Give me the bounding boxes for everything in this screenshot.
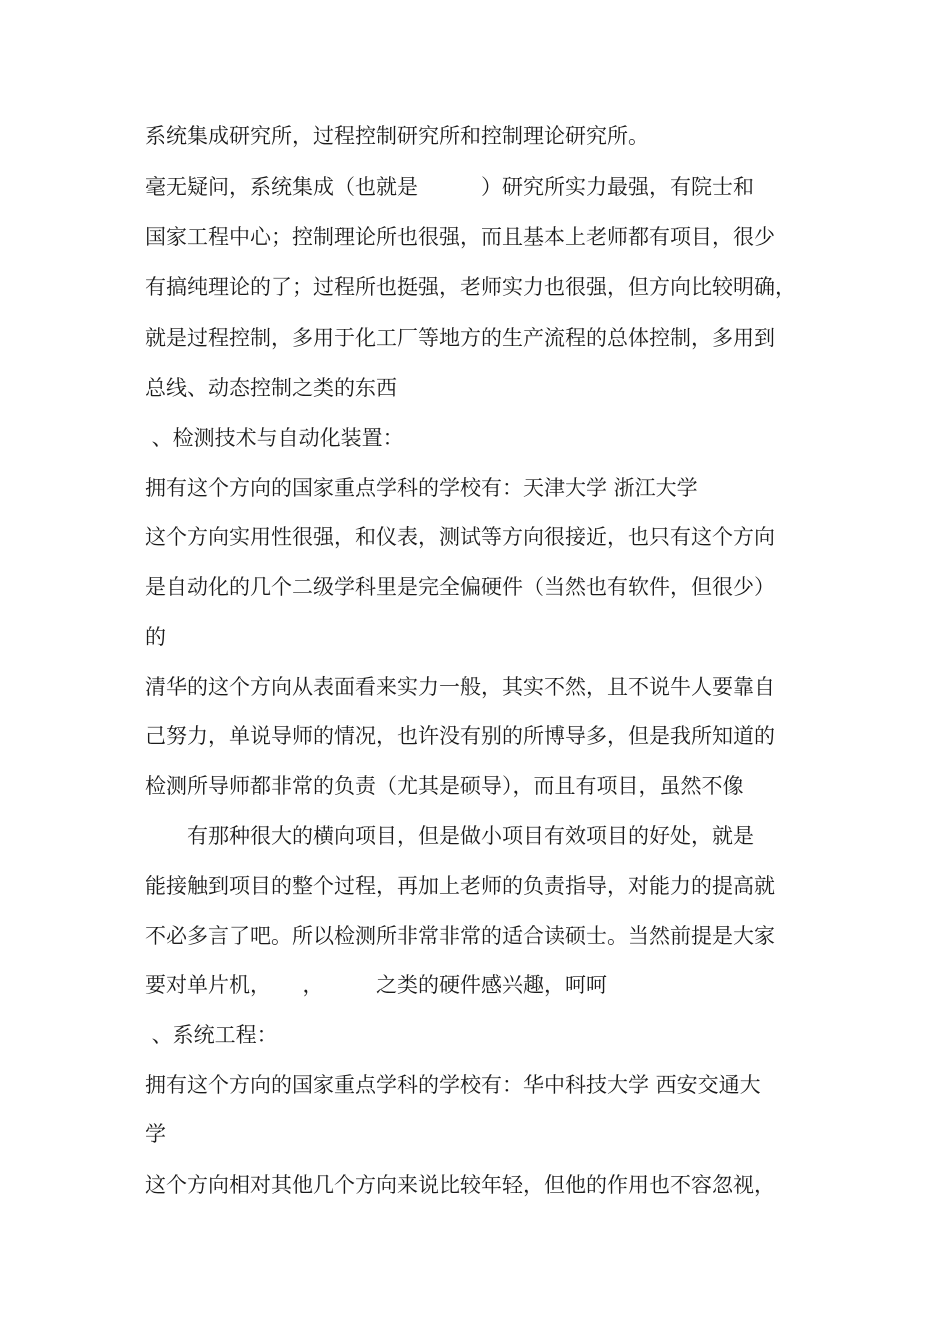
section-heading-systems-engineering: 、系统工程：: [145, 1023, 278, 1047]
text-line-14: 检测所导师都非常的负责（尤其是硕导），而且有项目，虽然不像: [145, 774, 744, 798]
text-line-20: 拥有这个方向的国家重点学科的学校有：华中科技大学 西安交通大: [145, 1073, 761, 1097]
text-line-3: 国家工程中心；控制理论所也很强，而且基本上老师都有项目，很少: [145, 225, 775, 249]
text-line-1: 系统集成研究所，过程控制研究所和控制理论研究所。: [145, 124, 649, 148]
text-line-8: 拥有这个方向的国家重点学科的学校有：天津大学 浙江大学: [145, 476, 698, 500]
text-line-10: 是自动化的几个二级学科里是完全偏硬件（当然也有软件，但很少）: [145, 575, 775, 599]
text-line-15: 有那种很大的横向项目，但是做小项目有效项目的好处，就是: [145, 824, 754, 848]
text-line-6: 总线、动态控制之类的东西: [145, 376, 397, 400]
text-line-4: 有搞纯理论的了；过程所也挺强，老师实力也很强，但方向比较明确，: [145, 275, 796, 299]
text-line-11: 的: [145, 625, 166, 649]
section-heading-instrumentation: 、检测技术与自动化装置：: [145, 426, 404, 450]
text-line-18: 要对单片机， ， 之类的硬件感兴趣，呵呵: [145, 973, 607, 997]
text-line-9: 这个方向实用性很强，和仪表，测试等方向很接近，也只有这个方向: [145, 525, 775, 549]
text-line-16: 能接触到项目的整个过程，再加上老师的负责指导，对能力的提高就: [145, 874, 775, 898]
text-line-22: 这个方向相对其他几个方向来说比较年轻，但他的作用也不容忽视，: [145, 1173, 775, 1197]
text-line-12: 清华的这个方向从表面看来实力一般，其实不然，且不说牛人要靠自: [145, 675, 775, 699]
text-line-13: 己努力，单说导师的情况，也许没有别的所博导多，但是我所知道的: [145, 724, 775, 748]
text-line-5: 就是过程控制，多用于化工厂等地方的生产流程的总体控制，多用到: [145, 326, 775, 350]
text-line-21: 学: [145, 1122, 166, 1146]
text-line-2: 毫无疑问，系统集成（也就是 ）研究所实力最强，有院士和: [145, 175, 754, 199]
text-line-17: 不必多言了吧。所以检测所非常非常的适合读硕士。当然前提是大家: [145, 924, 775, 948]
